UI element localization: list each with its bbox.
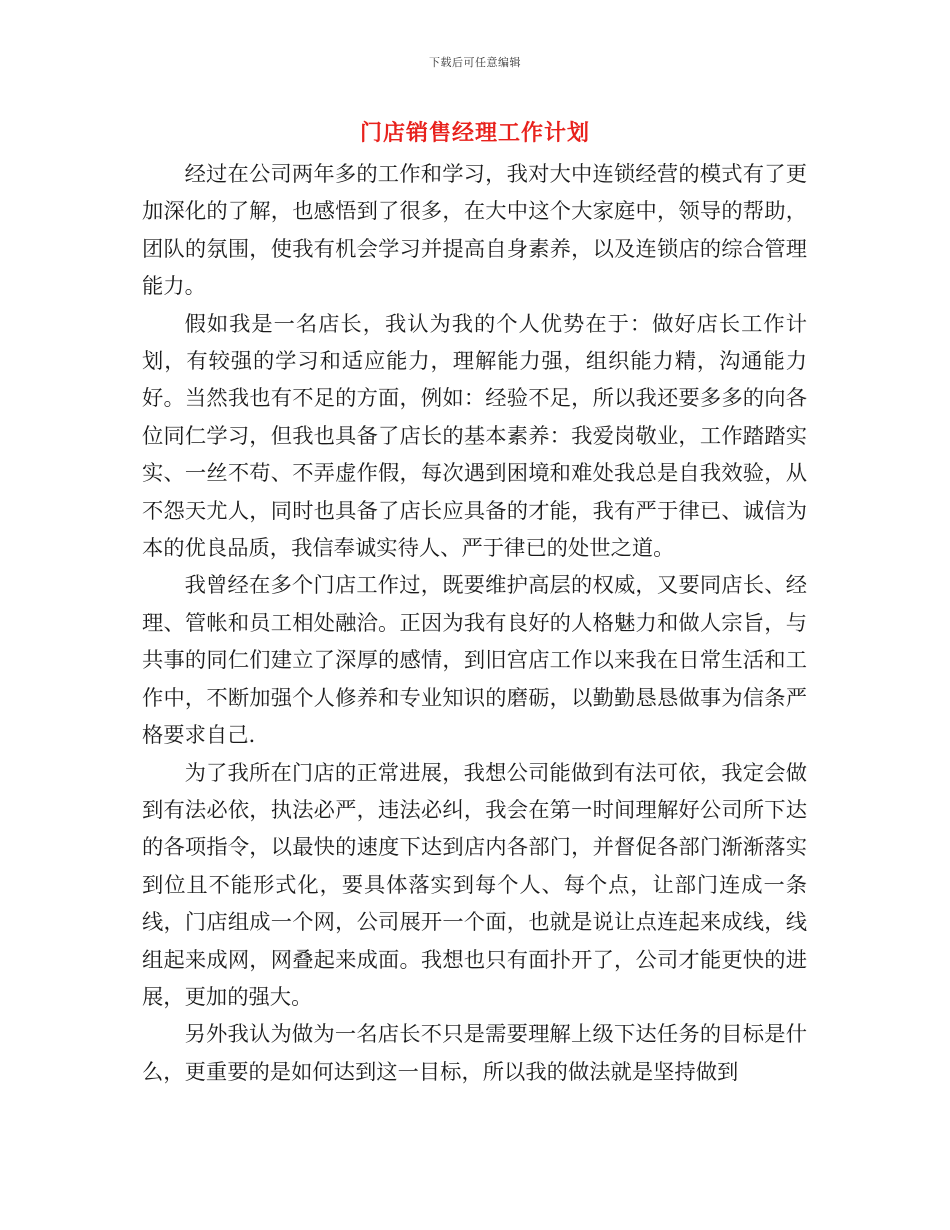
paragraph: 为了我所在门店的正常进展，我想公司能做到有法可依，我定会做到有法必依，执法必严，违法必纠，我会在第一时间理解好公司所下达的各项指令，以最快的速度下达到店内各部门，并督促各部门渐渐落实到位且不能形式化，要具体落实到每个人、每个点，让部门连成一条线，门店组成一个网，公司展开一个面，也就是说让点连起来成线，线组起来成网，网叠起来成面。我想也只有面扑开了，公司才能更快的进展，更加的强大。 [142, 760, 807, 1010]
document-title: 门店销售经理工作计划 [359, 120, 590, 146]
paragraph: 我曾经在多个门店工作过，既要维护高层的权威，又要同店长、经理、管帐和员工相处融洽。正因为我有良好的人格魅力和做人宗旨，与共事的同仁们建立了深厚的感情，到旧宫店工作以来我在日常生活和工作中，不断加强个人修养和专业知识的磨砺，以勤勤恳恳做事为信条严格要求自己. [142, 573, 807, 749]
header-note: 下载后可任意编辑 [429, 56, 521, 69]
paragraph: 经过在公司两年多的工作和学习，我对大中连锁经营的模式有了更加深化的了解，也感悟到了很多，在大中这个大家庭中，领导的帮助，团队的氛围，使我有机会学习并提高自身素养，以及连锁店的综合管理能力。 [142, 162, 807, 300]
paragraph: 假如我是一名店长，我认为我的个人优势在于：做好店长工作计划，有较强的学习和适应能力，理解能力强，组织能力精，沟通能力好。当然我也有不足的方面，例如：经验不足，所以我还要多多的向各位同仁学习，但我也具备了店长的基本素养：我爱岗敬业，工作踏踏实实、一丝不苟、不弄虚作假，每次遇到困境和难处我总是自我效验，从不怨天尤人，同时也具备了店长应具备的才能，我有严于律已、诚信为本的优良品质，我信奉诚实待人、严于律已的处世之道。 [142, 311, 807, 562]
paragraph: 另外我认为做为一名店长不只是需要理解上级下达任务的目标是什么，更重要的是如何达到这一目标，所以我的做法就是坚持做到 [142, 1022, 807, 1085]
document-body [142, 156, 807, 1091]
